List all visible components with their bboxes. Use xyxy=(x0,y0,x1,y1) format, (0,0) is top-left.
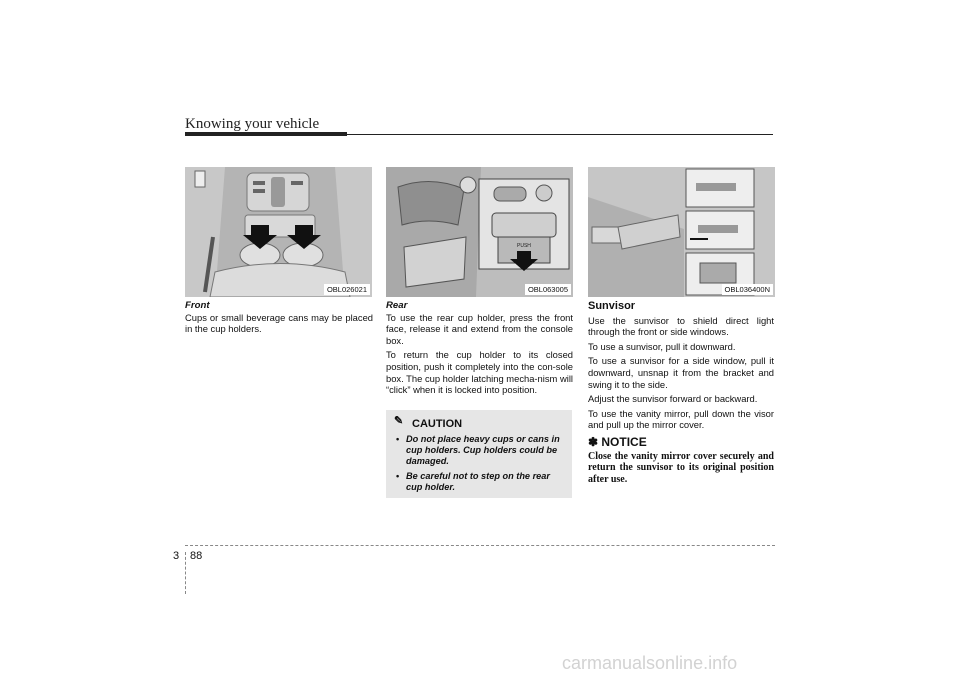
footer-margin-rule xyxy=(185,552,186,594)
page-section-number: 3 xyxy=(173,550,180,562)
figure-code: OBL063005 xyxy=(525,284,571,295)
rear-paragraph: To return the cup holder to its closed position, push it completely into the con-sole box. The cup holder latching mecha-nism will “click” when it is locked into position. xyxy=(386,349,573,396)
caution-title-text: CAUTION xyxy=(412,418,463,430)
header-title: Knowing your vehicle xyxy=(185,116,320,132)
front-heading: Front xyxy=(185,300,210,311)
figure-code: OBL026021 xyxy=(324,284,370,295)
header-rule-thin xyxy=(347,134,773,135)
front-section xyxy=(185,300,373,338)
caution-list xyxy=(394,434,566,496)
caution-box xyxy=(386,410,572,498)
rear-section xyxy=(386,300,573,399)
caution-item xyxy=(394,471,566,493)
sunvisor-paragraph: To use a sunvisor for a side window, pull it downward, unsnap it from the bracket and swing it to the side. xyxy=(588,355,774,390)
front-text: Cups or small beverage cans may be placed in the cup holders. xyxy=(185,311,373,335)
sunvisor-heading: Sunvisor xyxy=(588,300,636,312)
sunvisor-paragraph: Use the sunvisor to shield direct light through the front or side windows. xyxy=(588,314,774,338)
rear-cupholder-figure xyxy=(386,167,573,297)
notice-heading: ✽ NOTICE xyxy=(588,434,647,449)
caution-item-text: Do not place heavy cups or cans in cup holders. Cup holders could be damaged. xyxy=(406,434,560,467)
bullet-icon: • xyxy=(396,434,400,444)
figure-code: OBL036400N xyxy=(722,284,773,295)
rear-paragraph: To use the rear cup holder, press the front face, release it and extend from the console box. xyxy=(386,311,573,346)
caution-item xyxy=(394,434,566,468)
header-rule-thick xyxy=(185,132,347,136)
caution-title xyxy=(394,415,463,430)
front-cupholder-figure xyxy=(185,167,372,297)
sunvisor-section xyxy=(588,301,774,485)
rear-heading: Rear xyxy=(386,300,408,311)
sunvisor-paragraph: Adjust the sunvisor forward or backward. xyxy=(588,393,758,405)
sunvisor-figure xyxy=(588,167,775,297)
sunvisor-paragraph: To use a sunvisor, pull it downward. xyxy=(588,340,736,352)
footer-rule xyxy=(185,545,775,546)
bullet-icon: • xyxy=(396,470,400,481)
caution-pencil-icon: ✎ xyxy=(394,415,404,427)
watermark: carmanualsonline.info xyxy=(562,653,738,673)
page-number: 88 xyxy=(190,550,203,562)
notice-text: Close the vanity mirror cover securely and return the sunvisor to its original position after use. xyxy=(588,450,774,485)
push-label: PUSH xyxy=(517,243,531,249)
sunvisor-paragraph: To use the vanity mirror, pull down the visor and pull up the mirror cover. xyxy=(588,407,774,431)
caution-item-text: Be careful not to step on the rear cup holder. xyxy=(406,470,550,492)
